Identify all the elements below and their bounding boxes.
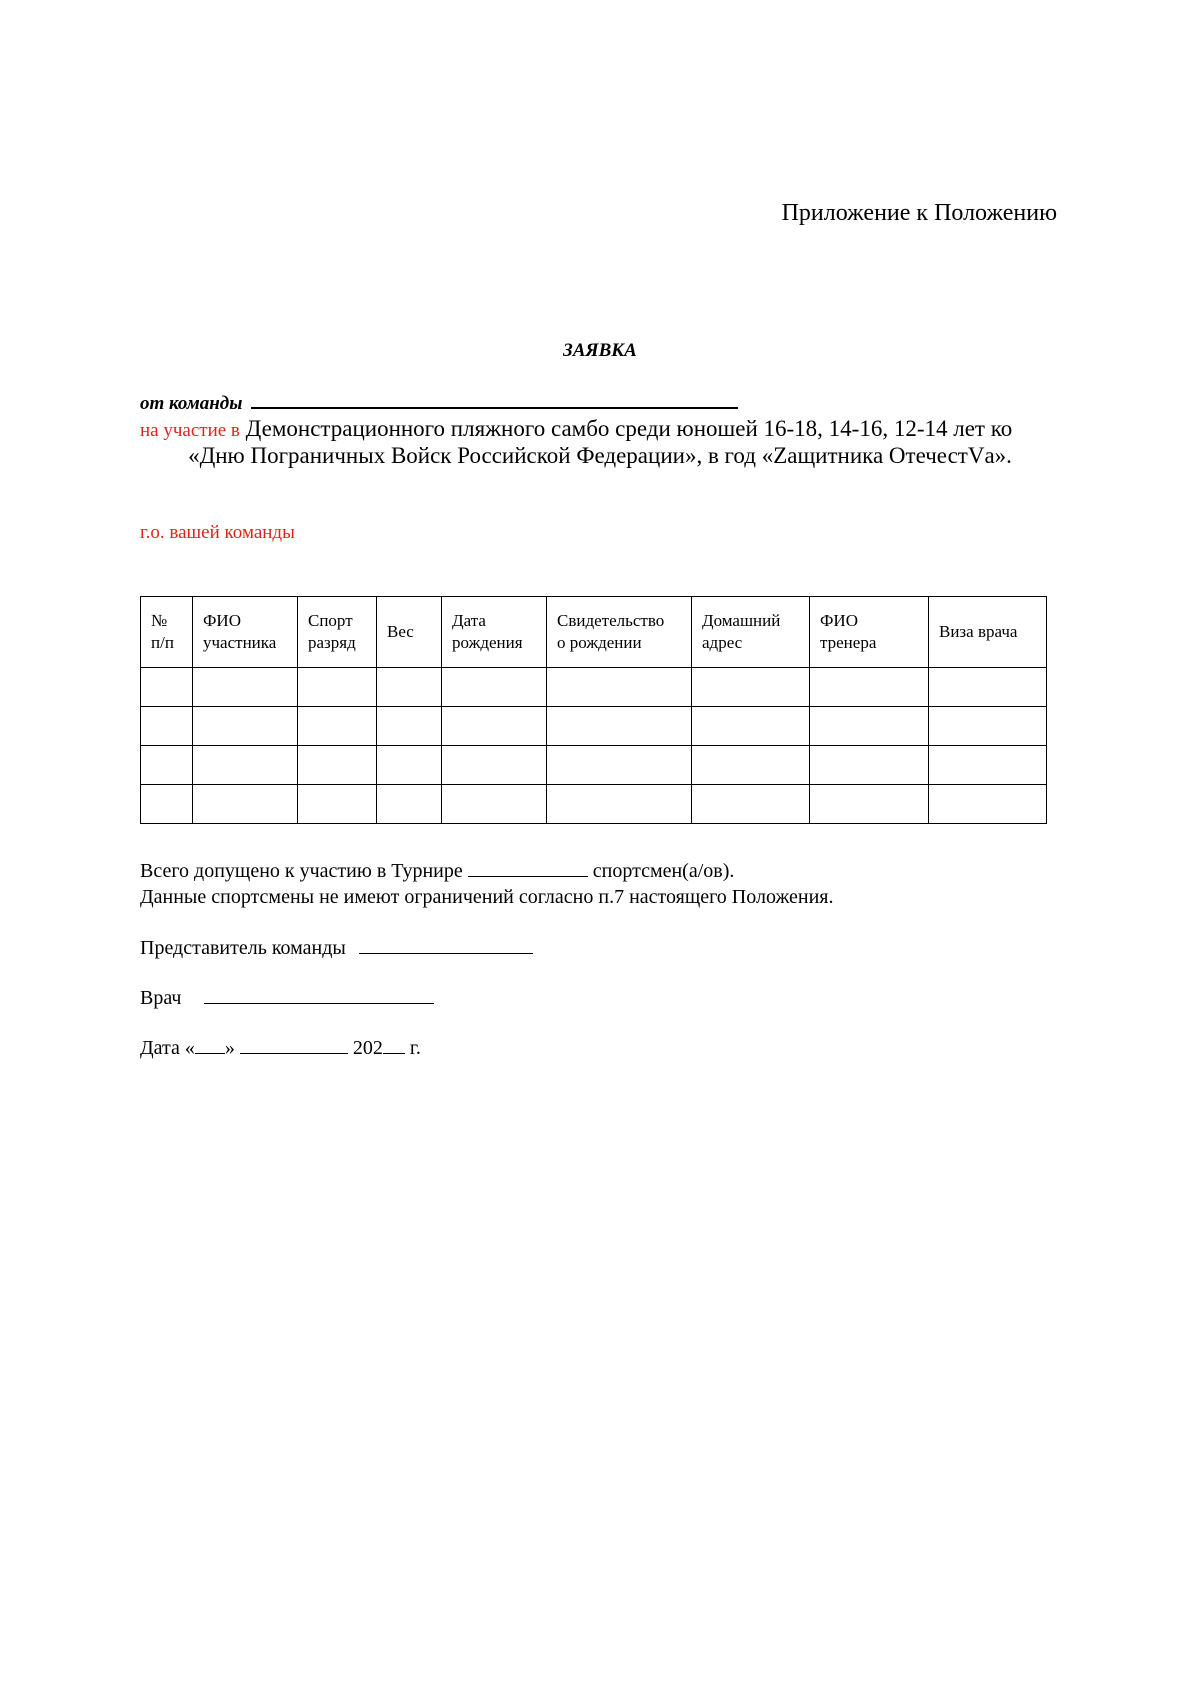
table-cell[interactable] [193,746,298,785]
table-header-row [141,597,1047,668]
table-cell[interactable] [547,785,692,824]
table-cell[interactable] [929,746,1047,785]
header-line: п/п [151,633,174,652]
participation-prefix: на участие в [140,420,240,441]
header-line: адрес [702,633,743,652]
admitted-count-line [140,860,734,883]
date-line [140,1037,421,1060]
admitted-suffix: спортсмен(а/ов). [592,860,735,882]
table-cell[interactable] [141,785,193,824]
date-day-field[interactable] [195,1037,225,1054]
date-suffix: г. [409,1037,421,1059]
header-line: ФИО [203,611,241,630]
col-header-weight [377,597,442,668]
date-month-field[interactable] [240,1037,348,1054]
representative-line [140,937,533,960]
roster-table [140,596,1047,824]
header-line: рождения [452,633,523,652]
header-line: Виза врача [939,622,1018,641]
header-line: участника [203,633,277,652]
header-line: разряд [308,633,356,652]
table-cell[interactable] [141,707,193,746]
col-header-coach-name [810,597,929,668]
header-line: № [151,611,168,630]
table-row [141,668,1047,707]
date-prefix: Дата « [140,1037,195,1059]
table-cell[interactable] [692,668,810,707]
representative-label: Представитель команды [140,937,346,959]
table-cell[interactable] [141,668,193,707]
team-name-field[interactable] [251,390,738,409]
table-cell[interactable] [298,746,377,785]
date-year-field[interactable] [383,1037,405,1054]
table-cell[interactable] [692,707,810,746]
table-cell[interactable] [298,707,377,746]
table-cell[interactable] [810,785,929,824]
table-cell[interactable] [929,785,1047,824]
table-cell[interactable] [377,707,442,746]
document-title: ЗАЯВКА [563,340,637,361]
table-cell[interactable] [193,785,298,824]
event-name-line1: Демонстрационного пляжного самбо среди юношей 16-18, 14-16, 12-14 лет ко [245,416,1013,441]
team-label: от команды [140,393,243,414]
header-line: ФИО [820,611,858,630]
col-header-home-address [692,597,810,668]
col-header-birth-date [442,597,547,668]
table-cell[interactable] [692,746,810,785]
col-header-birth-certificate [547,597,692,668]
header-line: о рождении [557,633,642,652]
table-row [141,785,1047,824]
table-cell[interactable] [298,785,377,824]
table-cell[interactable] [442,785,547,824]
col-header-number [141,597,193,668]
table-cell[interactable] [547,746,692,785]
representative-signature-field[interactable] [359,937,533,954]
table-cell[interactable] [442,746,547,785]
city-placeholder: г.о. вашей команды [140,522,295,543]
date-year: 202 [352,1037,383,1059]
table-cell[interactable] [141,746,193,785]
doctor-line [140,987,434,1010]
header-line: Спорт [308,611,353,630]
table-row [141,746,1047,785]
table-cell[interactable] [442,707,547,746]
table-cell[interactable] [377,668,442,707]
no-restrictions-statement: Данные спортсмены не имеют ограничений согласно п.7 настоящего Положения. [140,886,834,908]
table-cell[interactable] [193,668,298,707]
admitted-count-field[interactable] [468,860,588,877]
col-header-sport-rank [298,597,377,668]
table-cell[interactable] [810,746,929,785]
appendix-heading: Приложение к Положению [781,200,1057,226]
table-cell[interactable] [929,668,1047,707]
table-cell[interactable] [298,668,377,707]
admitted-prefix: Всего допущено к участию в Турнире [140,860,463,882]
table-cell[interactable] [193,707,298,746]
table-cell[interactable] [692,785,810,824]
table-cell[interactable] [547,707,692,746]
table-cell[interactable] [547,668,692,707]
header-line: Домашний [702,611,781,630]
table-cell[interactable] [810,668,929,707]
header-line: Свидетельство [557,611,665,630]
date-mid: » [224,1037,235,1059]
header-line: Вес [387,622,414,641]
table-row [141,707,1047,746]
header-line: тренера [820,633,877,652]
table-cell[interactable] [442,668,547,707]
col-header-participant-name [193,597,298,668]
table-cell[interactable] [929,707,1047,746]
table-cell[interactable] [810,707,929,746]
event-name-line2: «Дню Пограничных Войск Российской Федерации», в год «Zащитника ОтечестVа». [188,443,1012,468]
team-line [140,390,738,415]
doctor-signature-field[interactable] [204,987,434,1004]
table-cell[interactable] [377,785,442,824]
col-header-doctor-visa [929,597,1047,668]
participation-line [140,416,1012,442]
header-line: Дата [452,611,486,630]
doctor-label: Врач [140,987,182,1009]
table-cell[interactable] [377,746,442,785]
